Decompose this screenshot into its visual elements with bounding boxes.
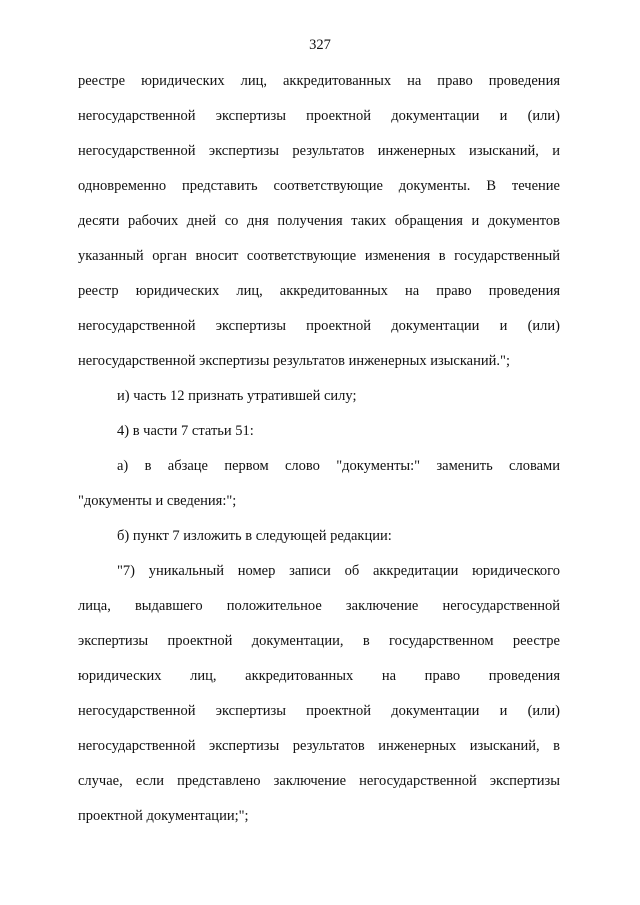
text-line: негосударственной экспертизы проектной документации и (или): [78, 318, 560, 334]
text-line: лица, выдавшего положительное заключение негосударственной: [78, 598, 560, 614]
text-line: "7) уникальный номер записи об аккредитации юридического: [117, 563, 560, 579]
text-line: десяти рабочих дней со дня получения таких обращения и документов: [78, 213, 560, 229]
text-line: реестр юридических лиц, аккредитованных на право проведения: [78, 283, 560, 299]
text-line: случае, если представлено заключение негосударственной экспертизы: [78, 773, 560, 789]
text-line: негосударственной экспертизы проектной документации и (или): [78, 108, 560, 124]
text-line: и) часть 12 признать утратившей силу;: [117, 388, 357, 404]
text-line: "документы и сведения:";: [78, 493, 237, 509]
text-line: б) пункт 7 изложить в следующей редакции:: [117, 528, 392, 544]
text-line: негосударственной экспертизы результатов инженерных изысканий, и: [78, 143, 560, 159]
text-line: реестре юридических лиц, аккредитованных на право проведения: [78, 73, 560, 89]
text-line: юридических лиц, аккредитованных на право проведения: [78, 668, 560, 684]
text-line: негосударственной экспертизы результатов инженерных изысканий, в: [78, 738, 560, 754]
text-line: одновременно представить соответствующие документы. В течение: [78, 178, 560, 194]
text-line: а) в абзаце первом слово "документы:" заменить словами: [117, 458, 560, 474]
text-line: проектной документации;";: [78, 808, 249, 824]
text-line: 4) в части 7 статьи 51:: [117, 423, 254, 439]
page-number: 327: [309, 37, 331, 53]
text-line: указанный орган вносит соответствующие изменения в государственный: [78, 248, 560, 264]
text-line: негосударственной экспертизы проектной документации и (или): [78, 703, 560, 719]
text-line: экспертизы проектной документации, в государственном реестре: [78, 633, 560, 649]
text-line: негосударственной экспертизы результатов инженерных изысканий.";: [78, 353, 510, 369]
